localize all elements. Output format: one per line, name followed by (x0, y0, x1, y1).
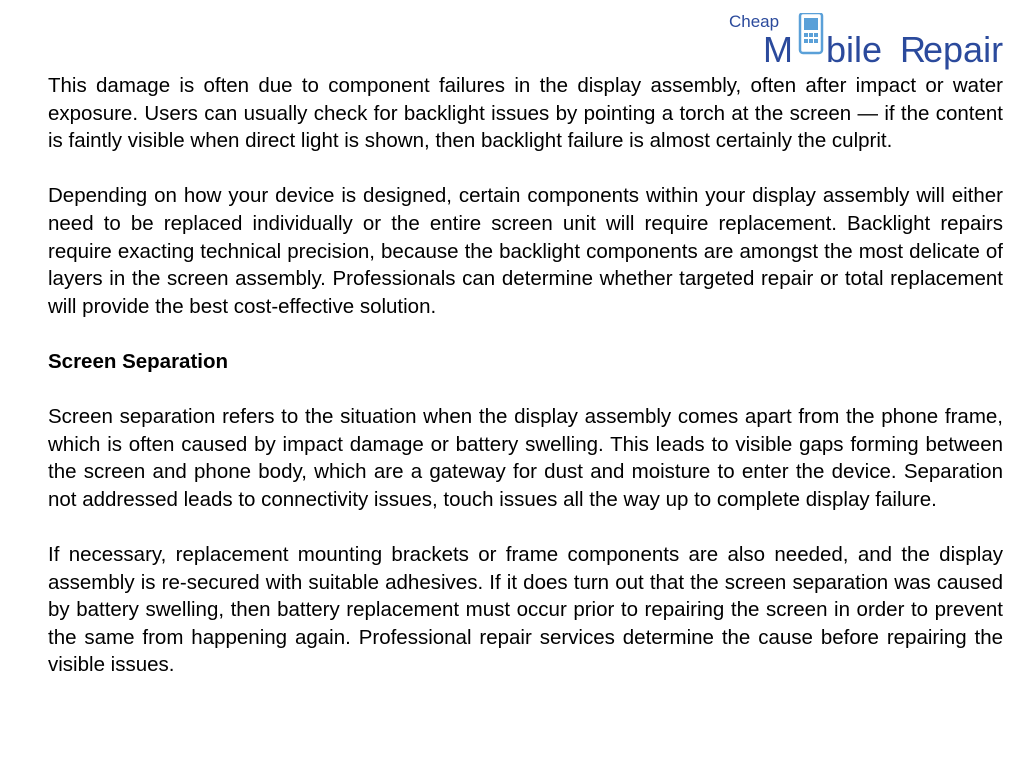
paragraph-backlight-cause: This damage is often due to component failures in the display assembly, often after impact or water exposure. Users can usually check for backlight issues by pointing a torch at the screen — if the content is faintly visible when direct light is shown, then backlight failure is almost certainly the culprit. (48, 74, 1003, 153)
logo-end-text: epair (923, 29, 1004, 70)
paragraph-backlight-repair: Depending on how your device is designed, certain components within your display assembly will either need to be replaced individually or the entire screen unit will require replacement. Backlight repairs require exacting technical precision, because the backlight components are amongst the most delicate of layers in the screen assembly. Professionals can determine whether targeted repair or total replacement will provide the best cost-effective solution. (48, 184, 1003, 318)
logo-mid-text: bile (826, 29, 883, 70)
section-heading: Screen Separation (48, 349, 229, 373)
logo-top-text: Cheap (729, 13, 780, 31)
article-body (48, 72, 1003, 707)
logo-graphic (723, 13, 1014, 75)
paragraph-separation-cause: Screen separation refers to the situation when the display assembly comes apart from the phone frame, which is often caused by impact damage or battery swelling. This leads to visible gaps forming between the screen and phone body, which are a gateway for dust and moisture to enter the device. Separation not addressed leads to connectivity issues, touch issues all the way up to complete display failure. (48, 405, 1003, 511)
phone-icon (800, 13, 822, 53)
logo-m-letter: M (763, 29, 793, 70)
paragraph-separation-repair: If necessary, replacement mounting brackets or frame components are also needed, and the display assembly is re-secured with suitable adhesives. If it does turn out that the screen separation was caused by battery swelling, then battery replacement must occur prior to repairing the screen in order to prevent the same from happening again. Professional repair services determine the cause before repairing the visible issues. (48, 543, 1003, 677)
brand-logo (723, 13, 1014, 75)
logo-r-letter: R (900, 29, 926, 70)
